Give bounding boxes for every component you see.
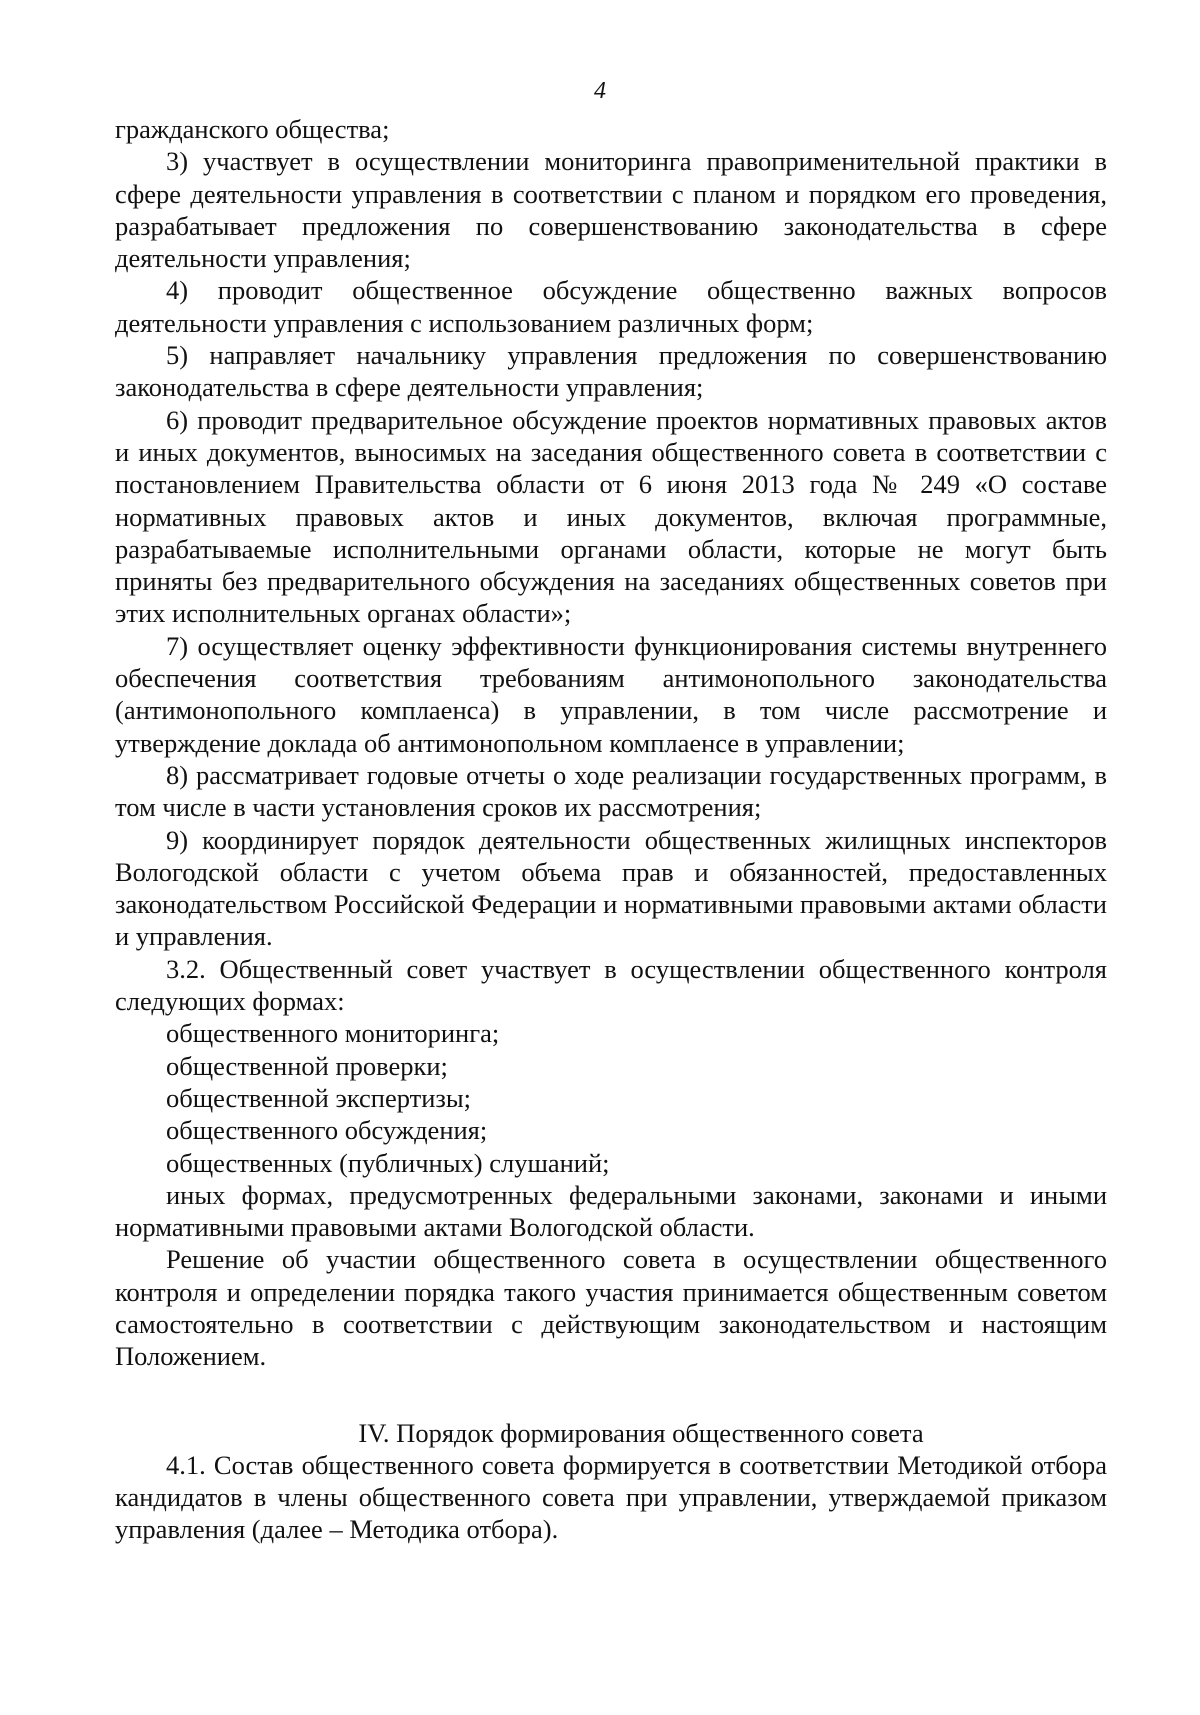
document-body (115, 113, 1107, 1546)
paragraph-4-1: 4.1. Состав общественного совета формируется в соответствии Методикой отбора кандидатов в члены общественного совета при управлении, утверждаемой приказом управления (далее – Методика отбора). (115, 1449, 1107, 1545)
paragraph-item-6: 6) проводит предварительное обсуждение проектов нормативных правовых актов и иных документов, выносимых на заседания общественного совета в соответствии с постановлением Правительства области от 6 июня 2013 года № 249 «О составе нормативных правовых актов и иных документов, включая программные, разрабатываемые исполнительными органами области, которые не могут быть приняты без предварительного обсуждения на заседаниях общественных советов при этих исполнительных органах области»; (115, 404, 1107, 629)
list-item-expertise: общественной экспертизы; (166, 1082, 472, 1113)
paragraph-decision: Решение об участии общественного совета в осуществлении общественного контроля и определении порядка такого участия принимается общественным советом самостоятельно в соответствии с действующим законодательством и настоящим Положением. (115, 1244, 1107, 1372)
paragraph-continuation: гражданского общества; (115, 114, 390, 144)
section-heading: IV. Порядок формирования общественного совета (358, 1417, 924, 1448)
list-item-inspection: общественной проверки; (166, 1050, 448, 1081)
paragraph-item-9: 9) координирует порядок деятельности общественных жилищных инспекторов Вологодской области с учетом объема прав и обязанностей, предоставленных законодательством Российской Федерации и нормативными правовыми актами области и управления. (115, 824, 1107, 952)
list-item-discussion: общественного обсуждения; (166, 1115, 488, 1146)
page-number: 4 (594, 78, 606, 104)
paragraph-item-3: 3) участвует в осуществлении мониторинга правоприменительной практики в сфере деятельности управления в соответствии с планом и порядком его проведения, разрабатывает предложения по совершенствованию законодательства в сфере деятельности управления; (115, 146, 1107, 274)
paragraph-3-2: 3.2. Общественный совет участвует в осуществлении общественного контроля следующих формах: (115, 953, 1107, 1017)
paragraph-item-4: 4) проводит общественное обсуждение общественно важных вопросов деятельности управления с использованием различных форм; (115, 275, 1107, 338)
paragraph-item-7: 7) осуществляет оценку эффективности функционирования системы внутреннего обеспечения соответствия требованиям антимонопольного законодательства (антимонопольного комплаенса) в управлении, в том числе рассмотрение и утверждение доклада об антимонопольном комплаенсе в управлении; (115, 630, 1107, 758)
paragraph-item-8: 8) рассматривает годовые отчеты о ходе реализации государственных программ, в том числе в части установления сроков их рассмотрения; (115, 759, 1107, 823)
paragraph-item-5: 5) направляет начальнику управления предложения по совершенствованию законодательства в сфере деятельности управления; (115, 340, 1107, 403)
list-item-other-forms: иных формах, предусмотренных федеральными законами, законами и иными нормативными правовыми актами Вологодской области. (115, 1179, 1107, 1243)
list-item-hearings: общественных (публичных) слушаний; (166, 1147, 610, 1178)
list-item-monitoring: общественного мониторинга; (166, 1018, 500, 1049)
